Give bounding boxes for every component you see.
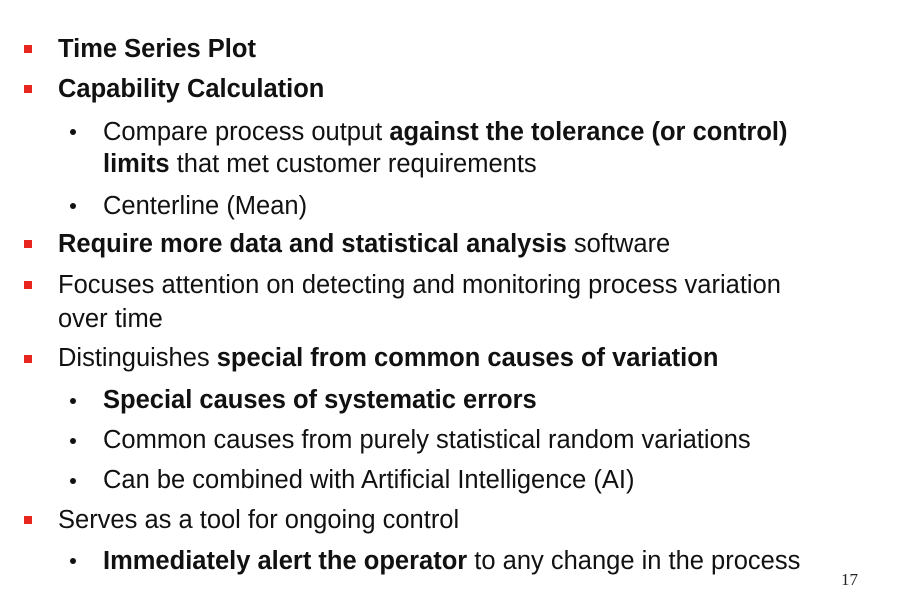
dot-bullet-icon [70, 438, 76, 444]
bullet-line [58, 341, 718, 375]
sub-bullet-line [103, 189, 307, 223]
square-bullet-icon [24, 45, 32, 53]
bullet-line [58, 302, 163, 336]
bullet-text: Centerline (Mean) [103, 192, 308, 220]
page-number: 17 [841, 570, 858, 589]
bullet-text-bold: limits [103, 150, 170, 178]
bullet-line [58, 72, 324, 106]
bullet-text-bold: Special causes of systematic errors [103, 386, 537, 414]
bullet-line [58, 503, 459, 537]
bullet-text-bold: Require more data and statistical analysis [58, 230, 567, 258]
bullet-line [58, 268, 781, 302]
sub-bullet-line [103, 423, 751, 457]
dot-bullet-icon [70, 203, 76, 209]
bullet-text: Focuses attention on detecting and monitoring process variation [58, 271, 781, 299]
square-bullet-icon [24, 355, 32, 363]
bullet-text: Distinguishes [58, 344, 217, 372]
bullet-text: that met customer requirements [169, 150, 537, 178]
bullet-text-bold: Time Series Plot [58, 35, 256, 63]
bullet-text: Can be combined with Artificial Intelligence (AI) [103, 466, 635, 494]
bullet-text: Compare process output [103, 118, 390, 146]
sub-bullet-line [103, 544, 800, 578]
square-bullet-icon [24, 516, 32, 524]
square-bullet-icon [24, 240, 32, 248]
sub-bullet-line [103, 115, 787, 149]
dot-bullet-icon [70, 478, 76, 484]
bullet-text-bold: against the tolerance (or control) [389, 118, 788, 146]
bullet-text: over time [58, 305, 163, 333]
bullet-line [58, 227, 670, 261]
dot-bullet-icon [70, 558, 76, 564]
dot-bullet-icon [70, 398, 76, 404]
square-bullet-icon [24, 281, 32, 289]
bullet-text-bold: special from common causes of variation [216, 344, 719, 372]
bullet-text: Common causes from purely statistical random variations [103, 426, 751, 454]
bullet-line [58, 32, 256, 66]
dot-bullet-icon [70, 129, 76, 135]
square-bullet-icon [24, 85, 32, 93]
bullet-text-bold: Capability Calculation [58, 75, 325, 103]
bullet-text: Serves as a tool for ongoing control [58, 506, 460, 534]
sub-bullet-line [103, 383, 537, 417]
bullet-text: to any change in the process [467, 547, 801, 575]
sub-bullet-line [103, 463, 635, 497]
sub-bullet-line [103, 147, 537, 181]
bullet-text-bold: Immediately alert the operator [103, 547, 468, 575]
bullet-text: software [566, 230, 671, 258]
